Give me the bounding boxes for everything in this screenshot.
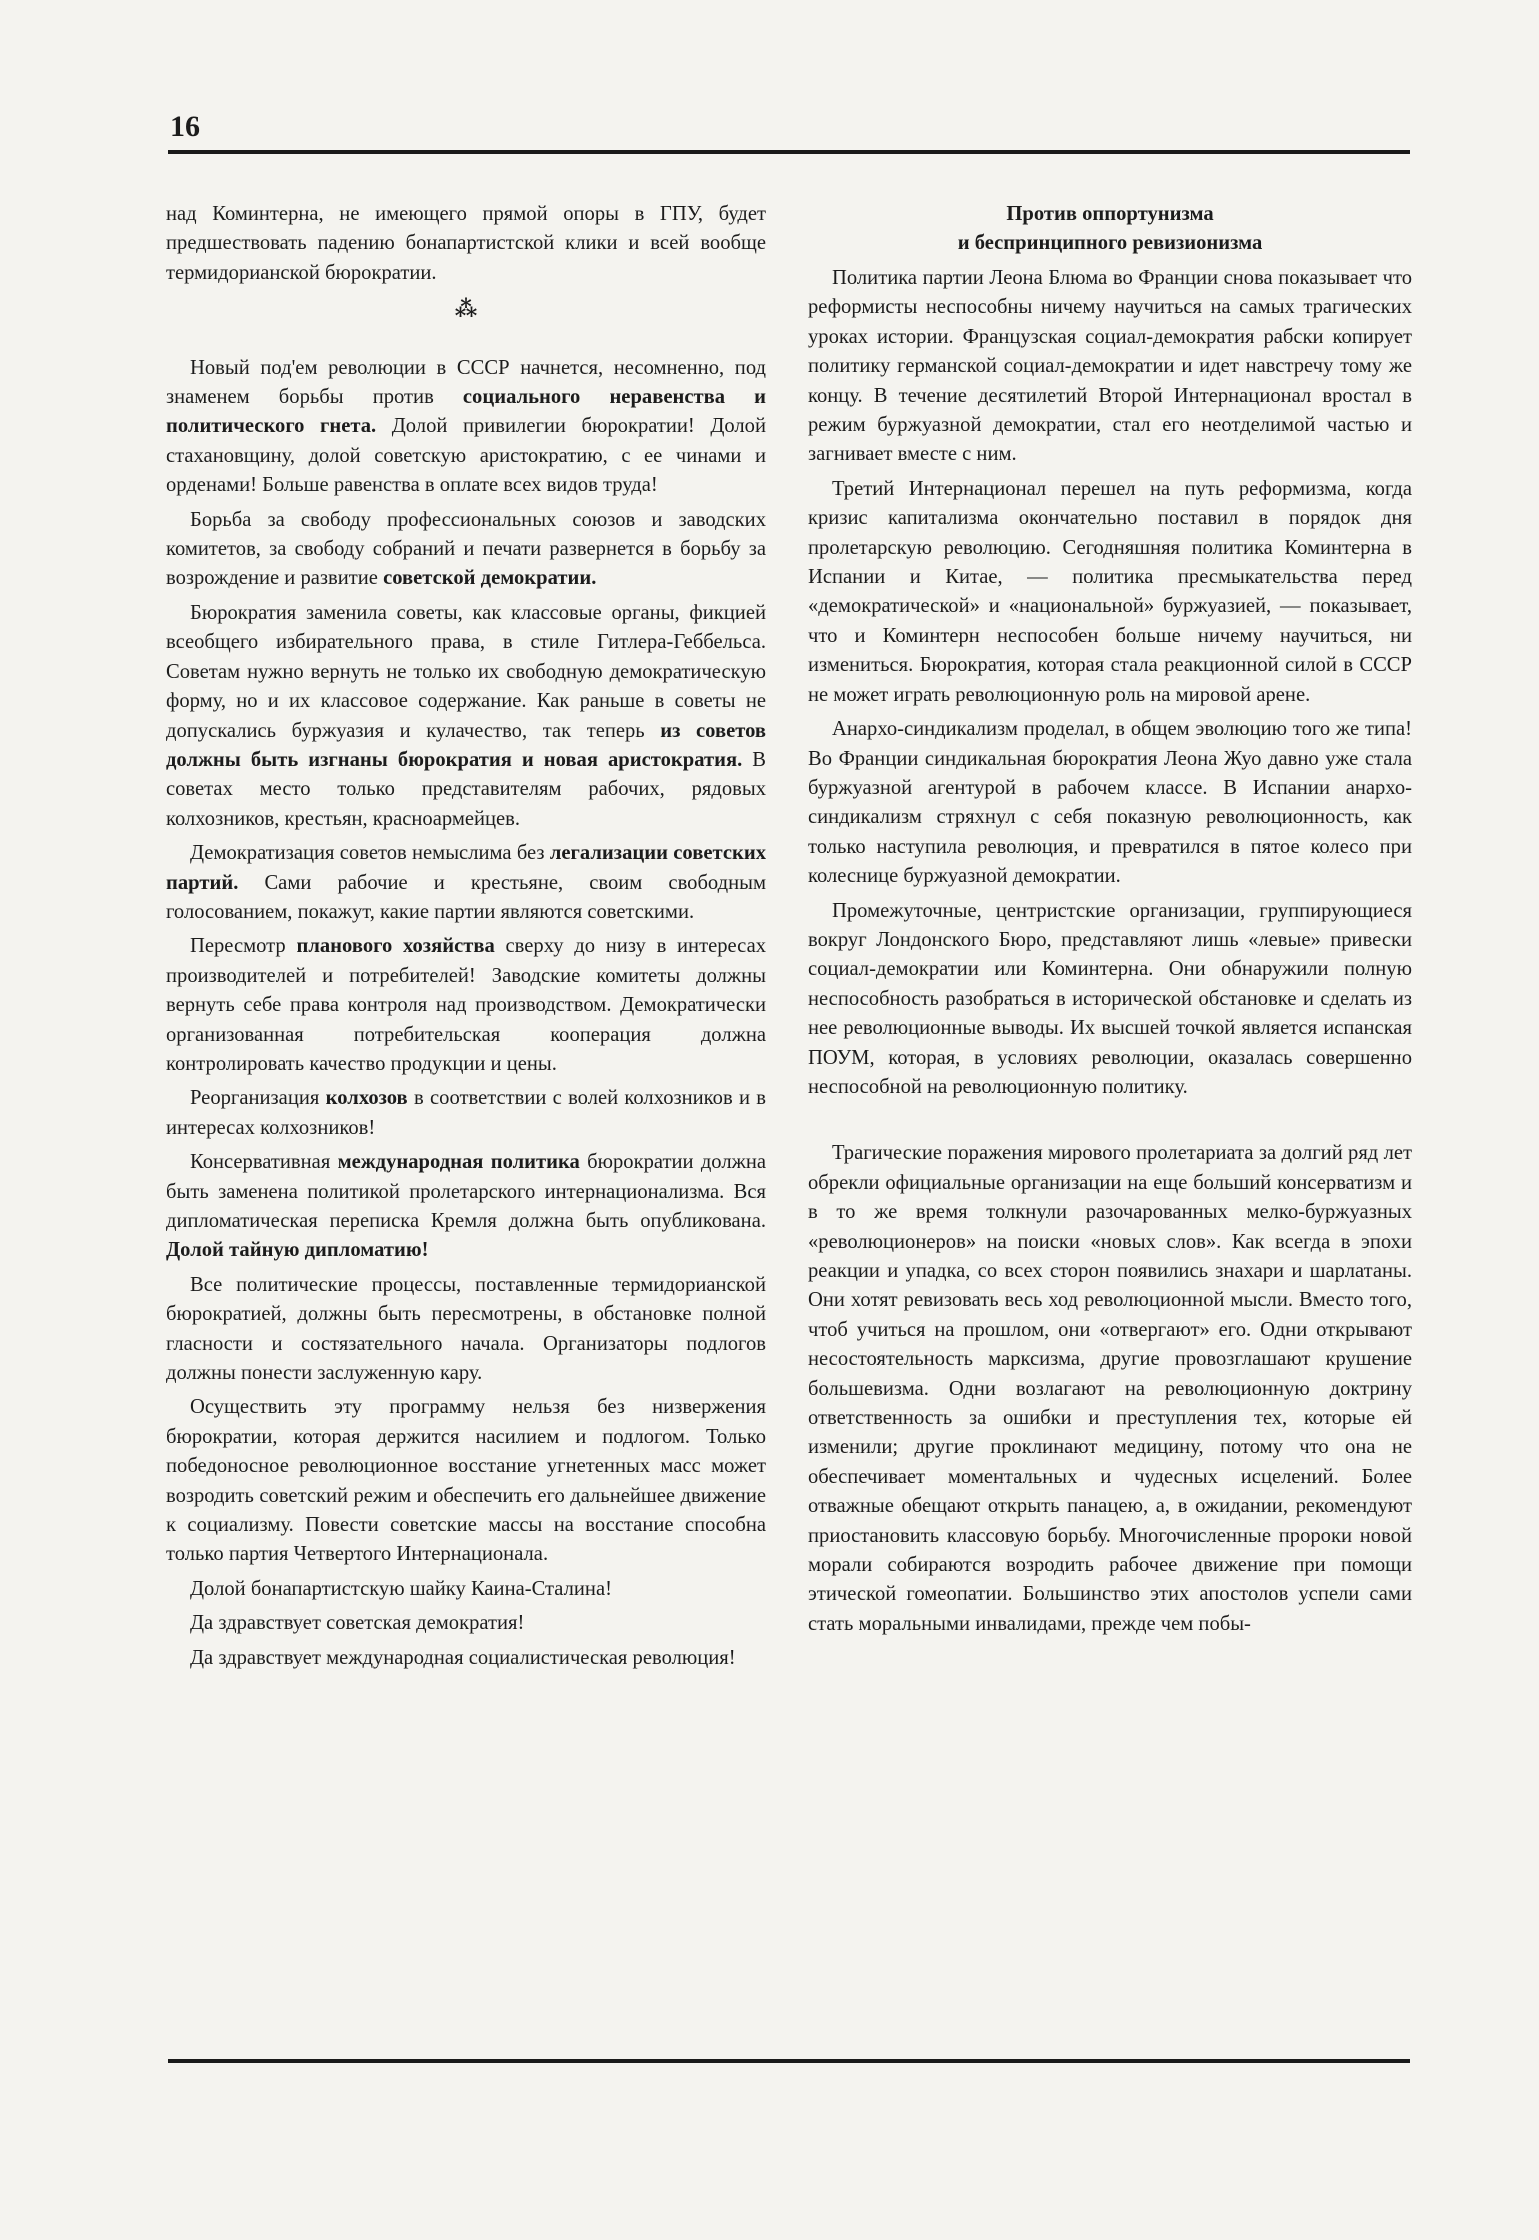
- footer-rule: [168, 2059, 1410, 2063]
- paragraph: Долой бонапартистскую шайку Каина-Сталина!: [190, 1577, 612, 1600]
- paragraph: Пересмотр планового хозяйства сверху до низу в интересах производителей и потребителей! Заводские комитеты должны вернуть себе права контроля над производством. Демократически организованная потребительская кооперация должна контролировать качество продукции и цены.: [166, 935, 767, 1075]
- paragraph: Борьба за свободу профессиональных союзов и заводских комитетов, за свободу собраний и печати развернется в борьбу за возрождение и развитие советской демократии.: [166, 508, 766, 590]
- paragraph: над Коминтерна, не имеющего прямой опоры в ГПУ, будет предшествовать падению бонапартистской клики и всей вообще термидорианской бюрократии.: [166, 203, 766, 284]
- paragraph: Промежуточные, центристские организации, группирующиеся вокруг Лондонского Бюро, представляют лишь «левые» привески социал-демократии или Коминтерна. Они обнаружили полную неспособность разобраться в исторической обстановке и сделать из нее революционные выводы. Их высшей точкой является испанская ПОУМ, которая, в условиях революции, оказалась совершенно неспособной на революционную политику.: [808, 899, 1412, 1098]
- paragraph: Третий Интернационал перешел на путь реформизма, когда кризис капитализма окончательно поставил в порядок дня пролетарскую революцию. Сегодняшняя политика Коминтерна в Испании и Китае, — политика пресмыкательства перед «демократической» и «национальной» буржуазией, — показывает, что и Коминтерн неспособен больше ничему научиться, ни измениться. Бюрократия, которая стала реакционной силой в СССР не может играть революционную роль на мировой арене.: [808, 477, 1412, 706]
- right-column: [808, 200, 1412, 1644]
- paragraph: Политика партии Леона Блюма во Франции снова показывает что реформисты неспособны ничему научиться на самых трагических уроках истории. Французская социал-демократия рабски копирует политику германской социал-демократии и идет навстречу тому же концу. В течение десятилетий Второй Интернационал вростал в режим буржуазной демократии, стал его неотделимой частью и загнивает вместе с ним.: [808, 267, 1412, 466]
- header-rule: [168, 150, 1410, 154]
- paragraph: Все политические процессы, поставленные термидорианской бюрократией, должны быть пересмотрены, в обстановке полной гласности и состязательного начала. Организаторы подлогов должны понести заслуженную кару.: [166, 1273, 766, 1385]
- page-number: 16: [170, 110, 200, 143]
- paragraph: Анархо-синдикализм проделал, в общем эволюцию того же типа! Во Франции синдикальная бюрократия Леона Жуо давно уже стала буржуазной агентурой в рабочем классе. В Испании анархо-синдикализм стряхнул с себя показную революционность, как только наступила революция, и превратился в пятое колесо при колеснице буржуазной демократии.: [808, 718, 1412, 888]
- paragraph: Реорганизация колхозов в соответствии с волей колхозников и в интересах колхозников!: [166, 1087, 766, 1139]
- paragraph: Трагические поражения мирового пролетариата за долгий ряд лет обрекли официальные организации на еще больший консерватизм и в то же время толкнули разочарованных мелко-буржуазных «революционеров» на поиски «новых слов». Как всегда в эпохи реакции и упадка, со всех сторон появились знахари и шарлатаны. Они хотят ревизовать весь ход революционной мысли. Вместо того, чтоб учиться на прошлом, они «отвергают» его. Одни открывают несостоятельность марксизма, другие провозглашают крушение большевизма. Одни возлагают на революционную доктрину ответственность за ошибки и преступления тех, которые ей изменили; другие проклинают медицину, потому что она не обеспечивает моментальных и чудесных исцелений. Более отважные обещают открыть панацею, а, в ожидании, рекомендуют приостановить классовую борьбу. Многочисленные пророки новой морали собираются возродить рабочее движение при помощи этической гомеопатии. Большинство этих апостолов успели сами стать моральными инвалидами, прежде чем побы-: [808, 1142, 1412, 1635]
- paragraph: Демократизация советов немыслима без легализации советских партий. Сами рабочие и крестьяне, своим свободным голосованием, покажут, какие партии являются советскими.: [166, 842, 766, 923]
- section-title-line: Против оппортунизма: [1006, 203, 1214, 225]
- section-title-line: и беспринципного ревизионизма: [957, 232, 1263, 254]
- paragraph-gap: [808, 1107, 1412, 1139]
- paragraph: Консервативная международная политика бюрократии должна быть заменена политикой пролетарского интернационализма. Вся дипломатическая переписка Кремля должна быть опубликована. Долой тайную дипломатию!: [166, 1151, 766, 1262]
- paragraph: Осуществить эту программу нельзя без низвержения бюрократии, которая держится насилием и подлогом. Только победоносное революционное восстание угнетенных масс может возродить советский режим и обеспечить его дальнейшее движение к социализму. Повести советские массы на восстание способна только партия Четвертого Интернационала.: [166, 1396, 766, 1566]
- paragraph: Да здравствует международная социалистическая революция!: [190, 1646, 736, 1669]
- left-column: [166, 200, 766, 1678]
- paragraph: Да здравствует советская демократия!: [190, 1612, 525, 1635]
- paragraph: Бюрократия заменила советы, как классовые органы, фикцией всеобщего избирательного права, в стиле Гитлера-Геббельса. Советам нужно вернуть не только их свободную демократическую форму, но и их классовое содержание. Как раньше в советы не допускались буржуазия и кулачество, так теперь из советов должны быть изгнаны бюрократия и новая аристократия. В советах место только представителям рабочих, рядовых колхозников, крестьян, красноармейцев.: [166, 601, 766, 830]
- paragraph: Новый под'ем революции в СССР начнется, несомненно, под знаменем борьбы против социального неравенства и политического гнета. Долой привилегии бюрократии! Долой стахановщину, долой советскую аристократию, с ее чинами и орденами! Больше равенства в оплате всех видов труда!: [166, 356, 766, 497]
- section-title: [808, 200, 1412, 258]
- section-divider: ⁂: [454, 296, 478, 322]
